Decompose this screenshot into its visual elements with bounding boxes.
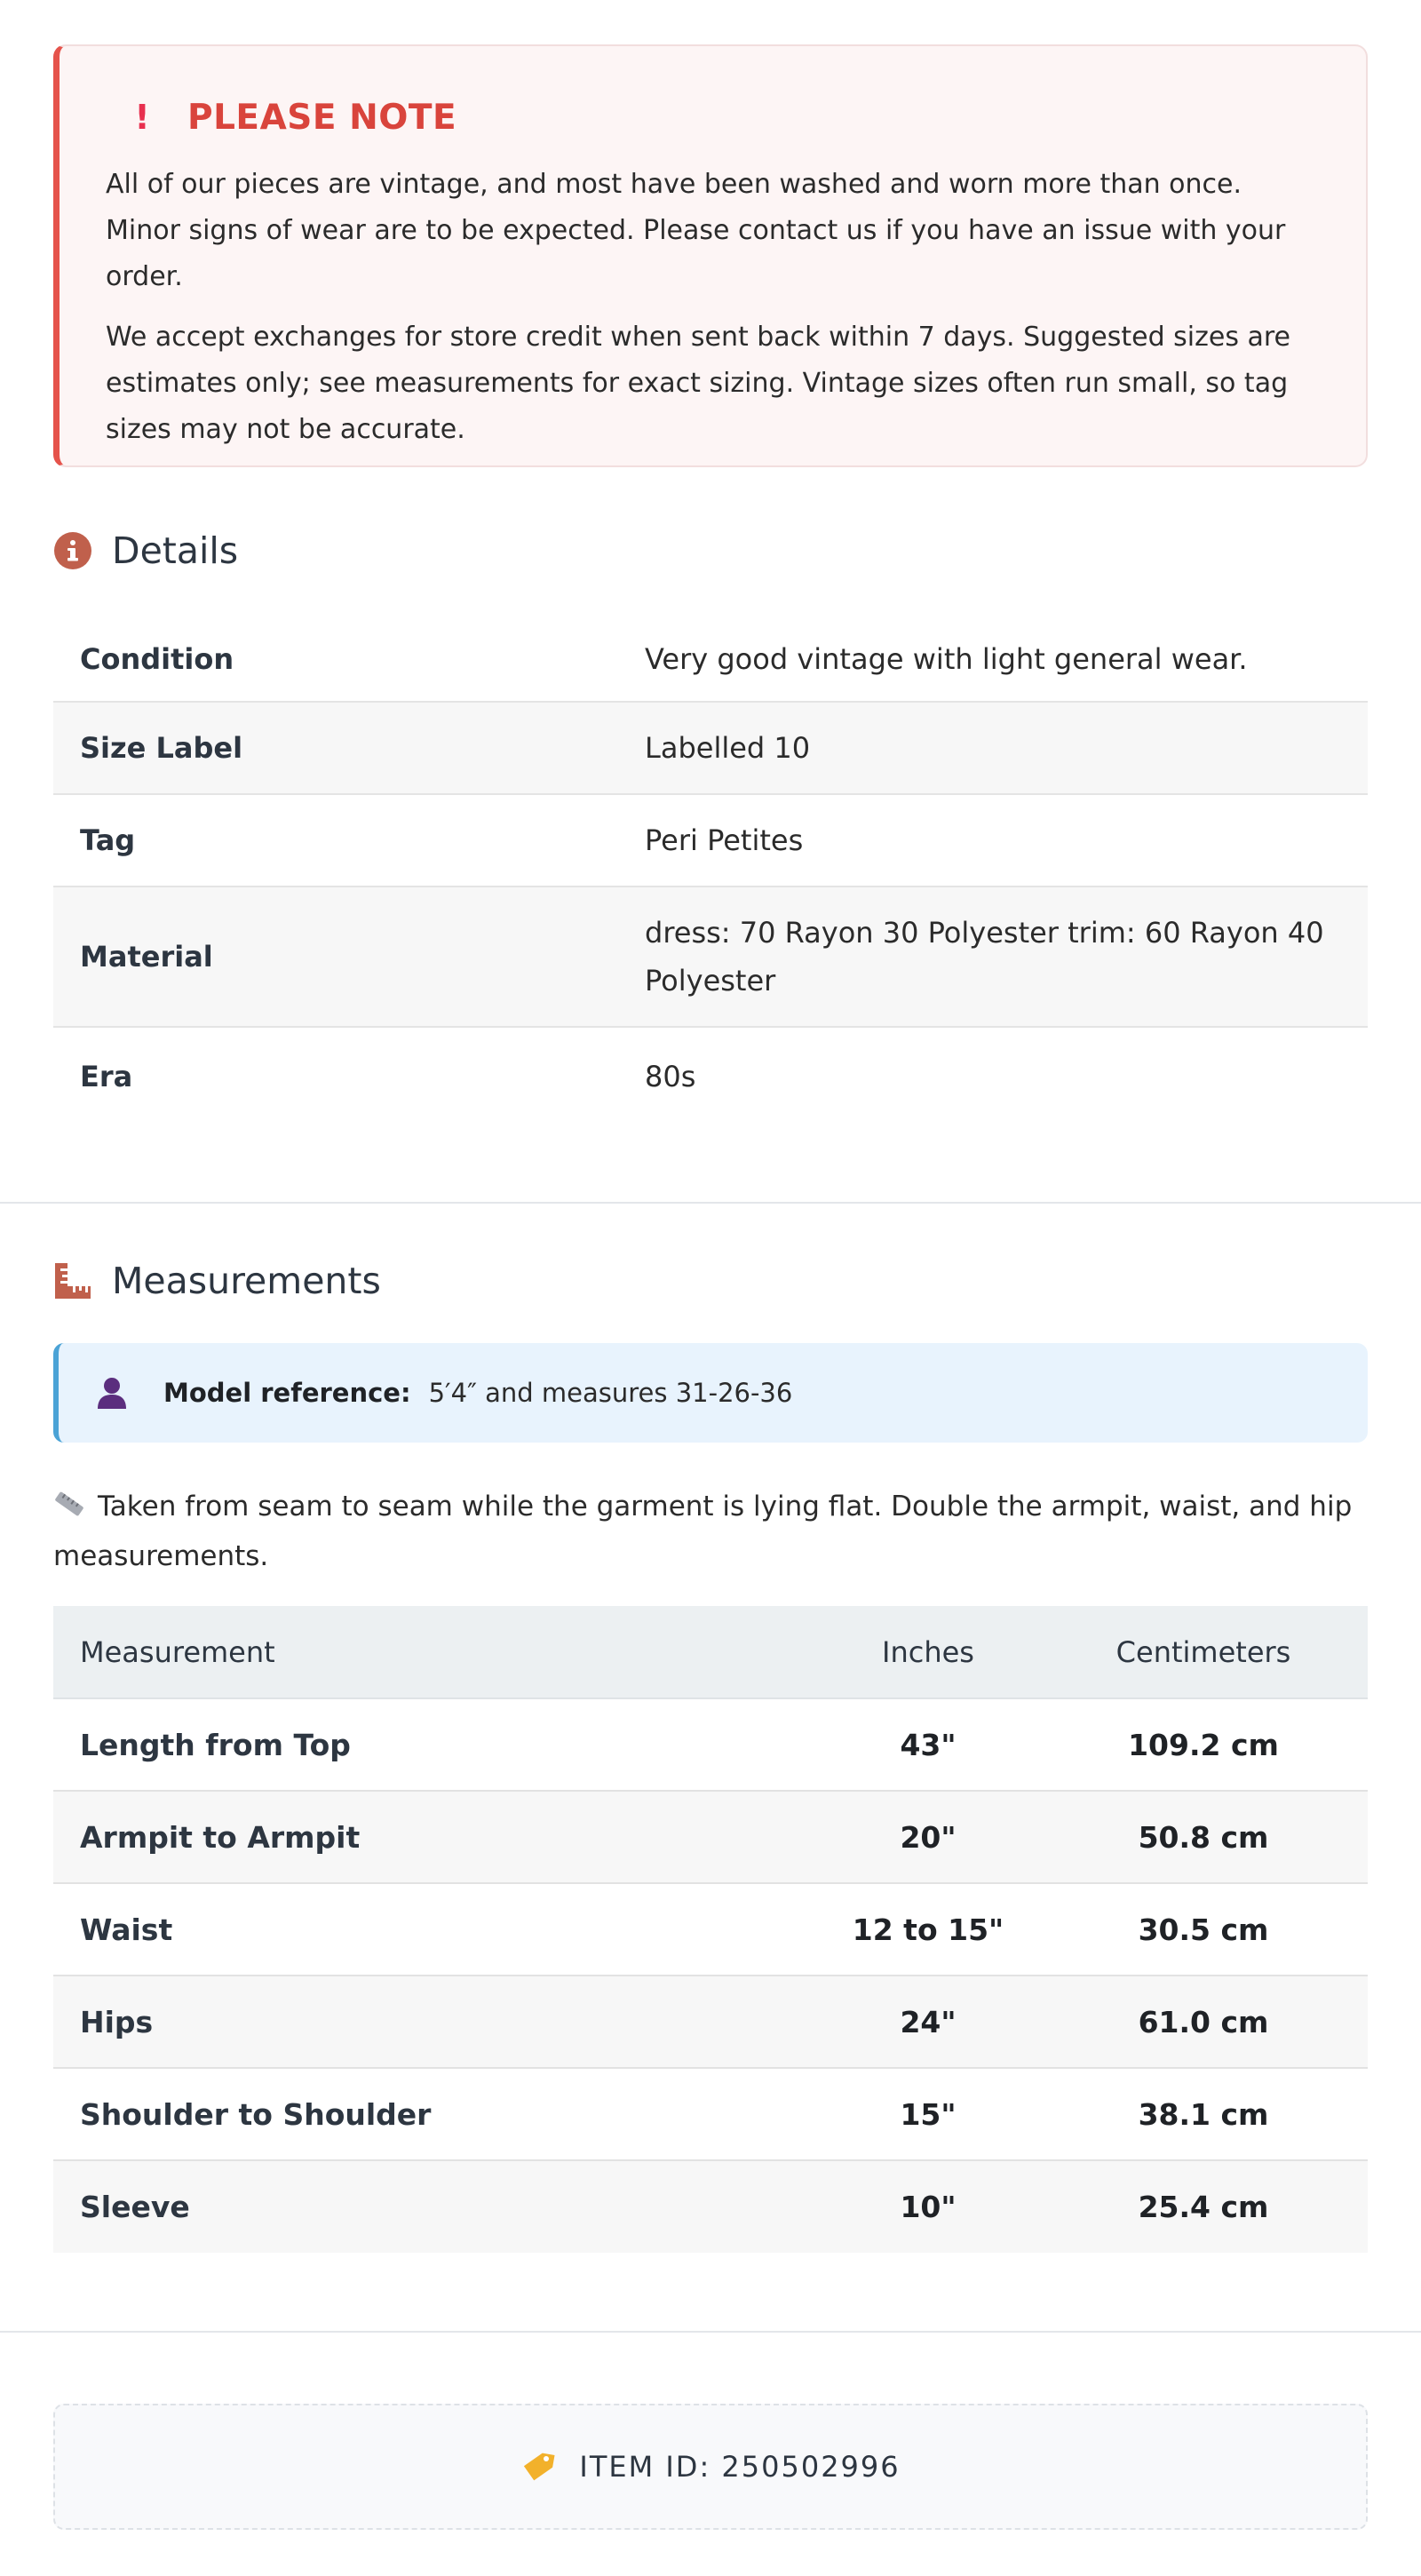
note-paragraph: We accept exchanges for store credit when sent back within 7 days. Suggested sizes are estimates only; see measurements for exact sizing. Vintage sizes often run small, so tag sizes may not be accurate. (106, 322, 1291, 445)
user-icon (94, 1375, 130, 1411)
info-circle-icon (53, 531, 92, 570)
please-note-box (53, 44, 1368, 467)
item-id-box (53, 2404, 1368, 2530)
details-row (53, 702, 1368, 794)
measurement-row (53, 2160, 1368, 2253)
details-label: Era (80, 1059, 133, 1093)
exclamation-icon: ! (134, 98, 150, 137)
measurement-name: Sleeve (53, 2160, 817, 2253)
details-heading (53, 529, 238, 572)
section-divider (0, 1202, 1421, 1204)
details-value: Very good vintage with light general wear. (645, 641, 1248, 676)
measurement-inches: 20" (817, 1791, 1039, 1883)
measurements-header-row (53, 1606, 1368, 1698)
details-title: Details (112, 529, 239, 572)
note-header (106, 96, 1322, 139)
measurement-row (53, 2068, 1368, 2160)
measurement-name: Length from Top (53, 1698, 817, 1791)
ruler-combined-icon (53, 1261, 92, 1300)
details-label: Size Label (80, 731, 243, 765)
measurement-cm: 38.1 cm (1039, 2068, 1368, 2160)
model-reference-label: Model reference: (163, 1378, 411, 1408)
tag-icon (520, 2449, 556, 2485)
column-header: Measurement (53, 1606, 817, 1698)
ruler-icon (53, 1487, 85, 1533)
measurement-cm: 109.2 cm (1039, 1698, 1368, 1791)
details-label: Material (80, 940, 213, 974)
details-row (53, 794, 1368, 886)
measurement-name: Armpit to Armpit (53, 1791, 817, 1883)
details-value: Peri Petites (645, 823, 804, 857)
measurements-title: Measurements (112, 1260, 381, 1302)
measurement-inches: 43" (817, 1698, 1039, 1791)
details-table (53, 616, 1368, 1125)
measurement-row (53, 1698, 1368, 1791)
details-value: Labelled 10 (645, 731, 811, 765)
measurement-cm: 61.0 cm (1039, 1976, 1368, 2068)
measurement-note (53, 1483, 1368, 1579)
details-row (53, 616, 1368, 702)
measurements-table (53, 1606, 1368, 2253)
details-row (53, 886, 1368, 1027)
column-header: Centimeters (1039, 1606, 1368, 1698)
model-reference-value: 5′4″ and measures 31-26-36 (428, 1378, 793, 1408)
measurement-cm: 50.8 cm (1039, 1791, 1368, 1883)
details-value: dress: 70 Rayon 30 Polyester trim: 60 Rayon 40 Polyester (645, 916, 1324, 998)
section-divider (0, 2331, 1421, 2333)
column-header: Inches (817, 1606, 1039, 1698)
measurement-inches: 15" (817, 2068, 1039, 2160)
details-row (53, 1027, 1368, 1125)
note-title: PLEASE NOTE (187, 97, 457, 138)
measurement-inches: 10" (817, 2160, 1039, 2253)
measurement-inches: 12 to 15" (817, 1883, 1039, 1976)
measurement-note-text: Taken from seam to seam while the garment is lying flat. Double the armpit, waist, and hip measurements. (53, 1491, 1353, 1572)
details-value: 80s (645, 1059, 696, 1093)
measurement-row (53, 1883, 1368, 1976)
model-reference-box (53, 1343, 1368, 1443)
measurement-row (53, 1976, 1368, 2068)
note-paragraph: All of our pieces are vintage, and most have been washed and worn more than once. Minor signs of wear are to be expected. Please contact us if you have an issue with your order. (106, 169, 1286, 292)
measurement-inches: 24" (817, 1976, 1039, 2068)
item-id-text: ITEM ID: 250502996 (579, 2450, 901, 2484)
measurement-name: Waist (53, 1883, 817, 1976)
measurements-heading (53, 1260, 381, 1302)
measurement-row (53, 1791, 1368, 1883)
details-label: Condition (80, 641, 234, 676)
measurement-cm: 25.4 cm (1039, 2160, 1368, 2253)
details-label: Tag (80, 823, 136, 857)
measurement-cm: 30.5 cm (1039, 1883, 1368, 1976)
measurement-name: Hips (53, 1976, 817, 2068)
measurement-name: Shoulder to Shoulder (53, 2068, 817, 2160)
